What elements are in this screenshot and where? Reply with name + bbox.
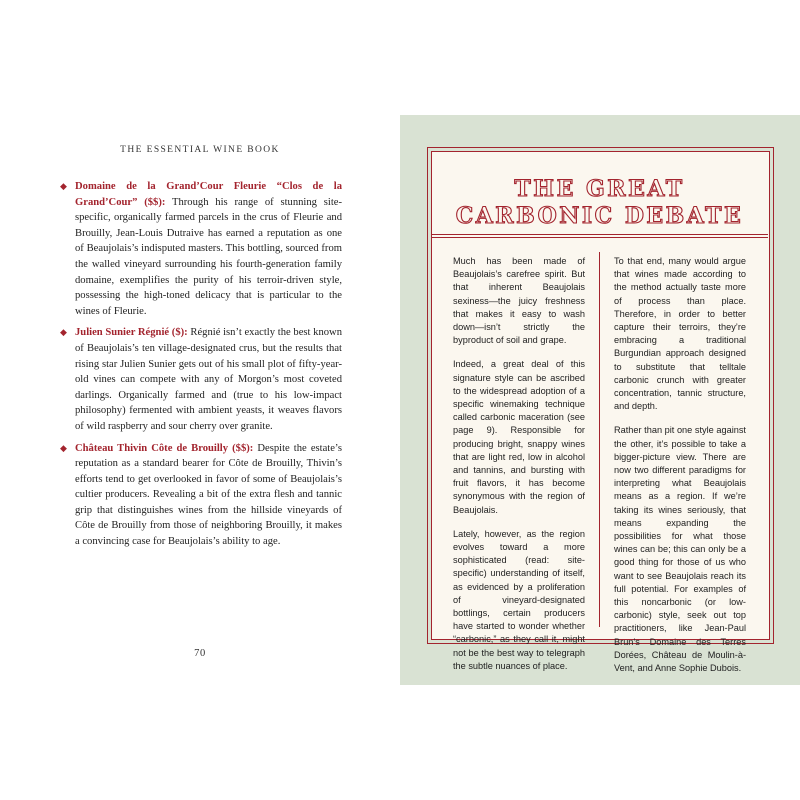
sidebar-paragraph: Much has been made of Beaujolais’s carefree spirit. But that inherent Beaujolais sexiness—the juicy freshness that makes it easy to wash down—isn’t strictly the byproduct of soil and grape.	[453, 256, 585, 346]
title-rule-bottom	[431, 237, 768, 238]
diamond-bullet-icon: ◆	[60, 442, 67, 453]
sidebar-title-line-1: THE GREAT	[514, 176, 685, 202]
wine-entry-title: Château Thivin Côte de Brouilly ($$):	[75, 442, 254, 454]
diamond-bullet-icon: ◆	[60, 181, 67, 191]
wine-entry-body: Régnié isn’t exactly the best known of Beaujolais’s ten village-designated crus, but the results that rising star Julien Sunier gets out of his small plot of fifty-year-old vines can compete with any of Morgon’s most coveted darlings. Organically farmed and (true to his low-impact philosophy) fermented with ambient yeasts, it weaves flavors of wild raspberry and sour cherry over granite.	[75, 327, 343, 432]
sidebar-paragraph: To that end, many would argue that wines made according to the method actually taste more of process than place. Therefore, in order to better capture their terroirs, they’re embracing a traditional Burgundian approach designed to substitute that telltale carbonic crunch with greater concentration, tannic structure, and depth.	[614, 256, 746, 412]
diamond-bullet-icon: ◆	[60, 327, 67, 338]
sidebar-title-line-2: CARBONIC DEBATE	[455, 203, 744, 229]
wine-entry-body: Despite the estate’s reputation as a standard bearer for Côte de Brouilly, Thivin’s efforts tend to get overlooked in favor of some of Beaujolais’s cultier producers. Revealing a bit of the extra flesh and tannic grip that distinguishes wines from the hillside vineyards of Côte de Brouilly from those of neighboring Brouilly, it makes a convincing case for Beaujolais’s ability to age.	[75, 442, 342, 548]
sidebar-paragraph: Indeed, a great deal of this signature style can be ascribed to the widespread adoption of a specific winemaking technique called carbonic maceration (see page 9). Responsible for producing bright, snappy wines that are light red, low in alcohol and tannins, and bursting with fruit flavors, it has become synonymous with the region of Beaujolais.	[453, 359, 585, 515]
sidebar-column-right	[614, 255, 746, 686]
sidebar-title	[431, 176, 768, 230]
wine-entry	[60, 325, 342, 434]
sidebar-paragraph: Rather than pit one style against the other, it’s possible to take a bigger-picture view. There are now two different paradigms for interpreting what Beaujolais means as a region. If we’re taking its wines seriously, that means expanding the possibilities for what those wines can be; this can only be a good thing for those of us who want to see Beaujolais reach its full potential. For examples of this noncarbonic (or low-carbonic) style, seek out top practitioners, like Jean-Paul Brun’s Domaine des Terres Dorées, Château de Moulin-à-Vent, and Anne Sophie Dubois.	[614, 425, 746, 674]
left-page	[0, 115, 400, 685]
sidebar-paragraph: Lately, however, as the region evolves toward a more sophisticated (read: site-specific) understanding of itself, as evidenced by a proliferation of vineyard-designated bottlings, certain producers have started to wonder whether “carbonic,” as they call it, might not be the best way to telegraph the subtle nuances of place.	[453, 528, 585, 671]
wine-recommendation-list	[60, 179, 342, 556]
book-spread	[0, 115, 800, 685]
page-number: 70	[194, 648, 206, 659]
right-page-sidebar	[400, 115, 800, 685]
wine-entry-title: Julien Sunier Régnié ($):	[75, 327, 188, 339]
title-rule-top	[431, 234, 768, 235]
sidebar-column-left	[453, 255, 585, 684]
wine-entry	[60, 441, 342, 550]
wine-entry	[60, 179, 342, 319]
wine-entry-title: Domaine de la Grand’Cour Fleurie “Clos de la Grand’Cour” ($$):	[75, 181, 342, 208]
running-head: THE ESSENTIAL WINE BOOK	[120, 145, 280, 155]
wine-entry-body: Through his range of stunning site-specific, organically farmed parcels in the crus of Fleurie and Brouilly, Jean-Louis Dutraive has earned a reputation as one of Beaujolais’s indisputed masters. This bottling, sourced from the walled vineyard surrounding his fourth-generation family domaine, exemplifies the purity of his terroir-driven style, possessing the high-toned delicacy that is particular to the wines of Fleurie.	[75, 196, 343, 317]
column-divider	[599, 252, 600, 627]
